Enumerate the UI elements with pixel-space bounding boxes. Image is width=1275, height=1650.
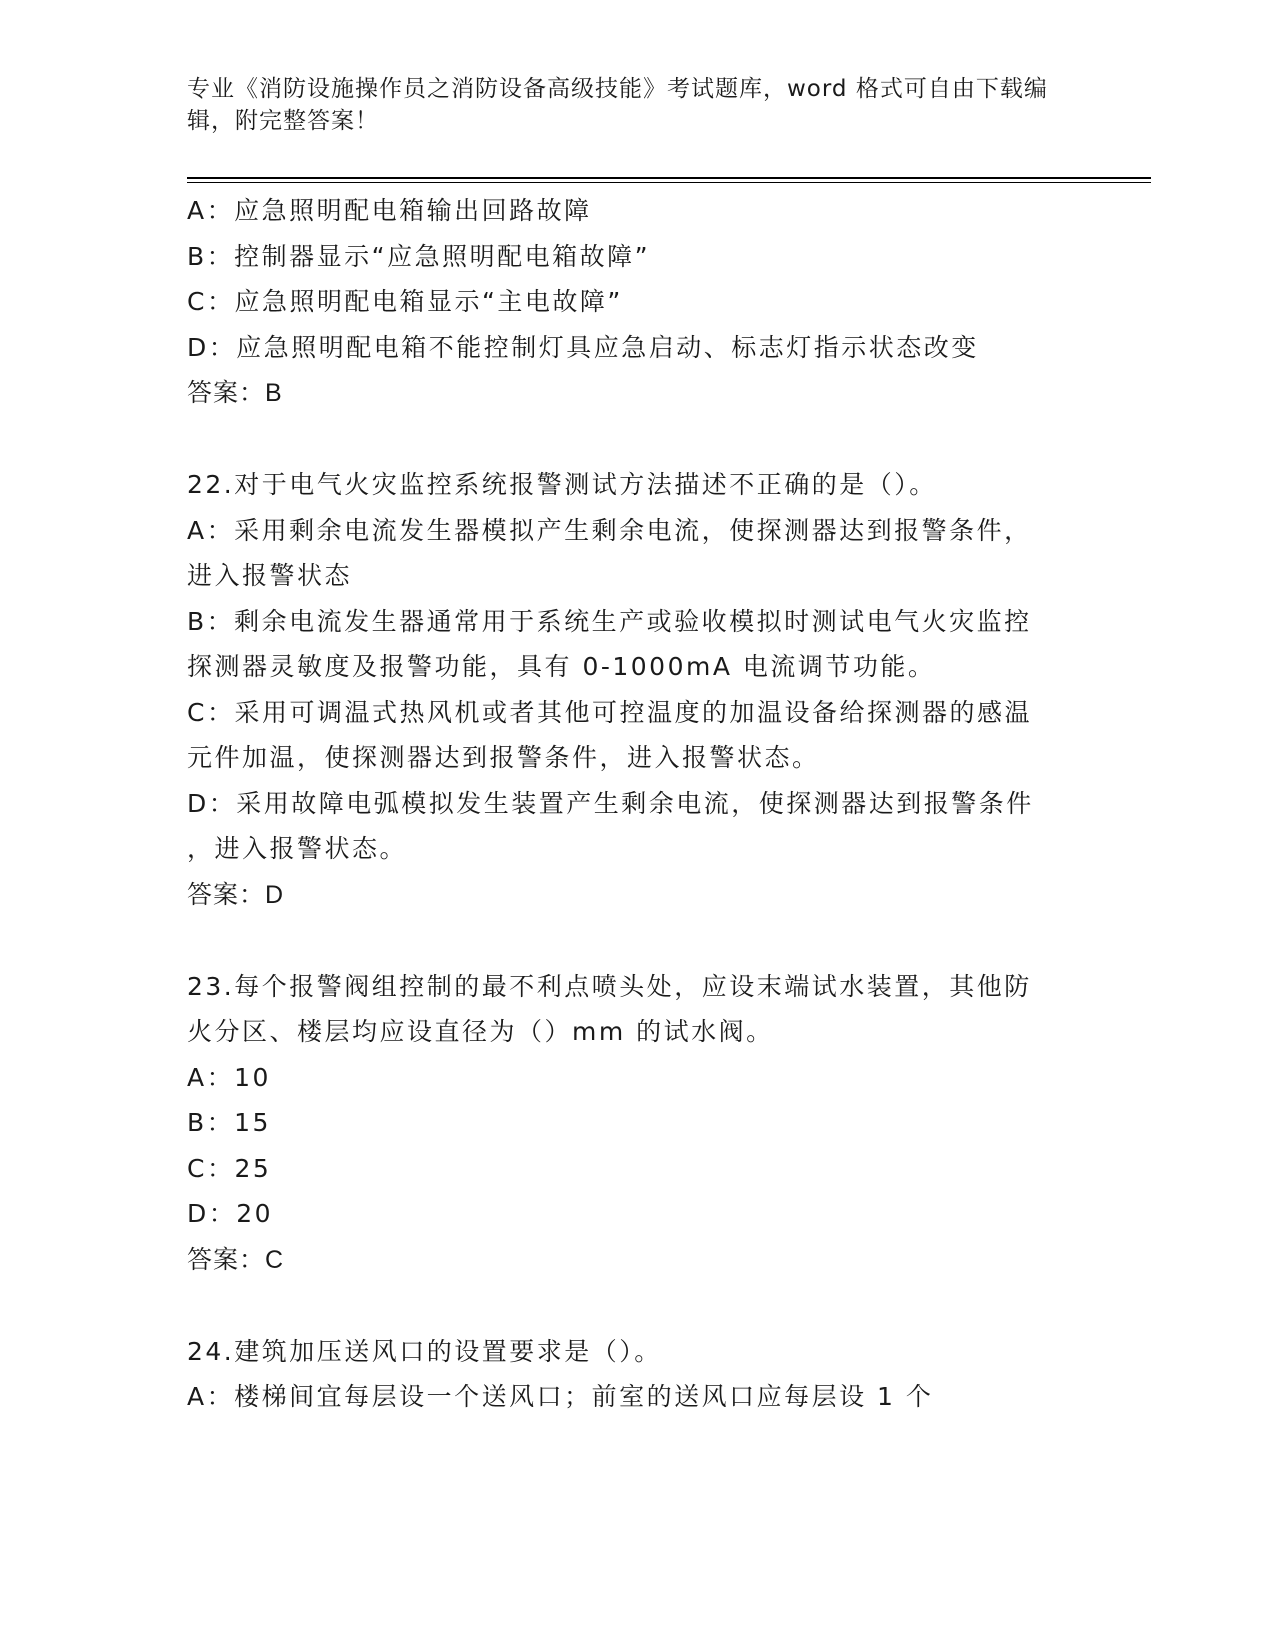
q22-option-d-line-1: D：采用故障电弧模拟发生装置产生剩余电流，使探测器达到报警条件 — [187, 788, 1034, 818]
question-22-block — [187, 462, 1087, 918]
header-divider-thick — [187, 177, 1151, 179]
question-23-text-line-2: 火分区、楼层均应设直径为（）mm 的试水阀。 — [187, 1017, 774, 1046]
question-22-text: 22.对于电气火灾监控系统报警测试方法描述不正确的是（）。 — [187, 470, 937, 499]
answer-value: C — [265, 1245, 285, 1274]
q23-option-d: D：20 — [187, 1199, 274, 1228]
answer-label: 答案： — [187, 879, 266, 909]
q22-option-c-line-2: 元件加温，使探测器达到报警条件，进入报警状态。 — [187, 743, 820, 772]
q23-answer-line — [187, 1237, 1087, 1284]
answer-line — [187, 370, 1087, 417]
option-d: D：应急照明配电箱不能控制灯具应急启动、标志灯指示状态改变 — [187, 332, 979, 362]
answer-value: B — [265, 379, 283, 407]
q22-option-b-line-1: B：剩余电流发生器通常用于系统生产或验收模拟时测试电气火灾监控 — [187, 606, 1032, 636]
question-content — [187, 188, 1087, 1420]
question-21-block — [187, 188, 1087, 417]
spacer — [187, 1283, 1087, 1329]
q24-option-a: A：楼梯间宜每层设一个送风口；前室的送风口应每层设 1 个 — [187, 1382, 934, 1411]
answer-label: 答案： — [187, 378, 266, 407]
q22-option-a-line-1: A：采用剩余电流发生器模拟产生剩余电流，使探测器达到报警条件， — [187, 515, 1032, 545]
q22-option-d-line-2: ，进入报警状态。 — [187, 834, 408, 863]
spacer — [187, 918, 1087, 964]
answer-label: 答案： — [187, 1244, 266, 1274]
header-divider-thin — [187, 182, 1151, 183]
q23-option-c: C：25 — [187, 1153, 272, 1183]
spacer — [187, 417, 1087, 463]
option-a: A：应急照明配电箱输出回路故障 — [187, 196, 592, 225]
q22-option-a-line-2: 进入报警状态 — [187, 561, 353, 590]
option-b: B：控制器显示“应急照明配电箱故障” — [187, 241, 651, 271]
q22-option-b-line-2: 探测器灵敏度及报警功能，具有 0-1000mA 电流调节功能。 — [187, 652, 936, 681]
header-line-2: 辑，附完整答案！ — [187, 108, 379, 134]
option-c: C：应急照明配电箱显示“主电故障” — [187, 287, 623, 316]
question-24-block — [187, 1329, 1087, 1420]
q22-answer-line — [187, 872, 1087, 919]
question-23-text-line-1: 23.每个报警阀组控制的最不利点喷头处，应设末端试水装置，其他防 — [187, 971, 1032, 1001]
question-24-text: 24.建筑加压送风口的设置要求是（）。 — [187, 1336, 662, 1366]
answer-value: D — [265, 880, 285, 909]
q23-option-b: B：15 — [187, 1108, 271, 1137]
q22-option-c-line-1: C：采用可调温式热风机或者其他可控温度的加温设备给探测器的感温 — [187, 697, 1032, 727]
document-header — [187, 73, 1077, 137]
header-line-1: 专业《消防设施操作员之消防设备高级技能》考试题库，word 格式可自由下载编 — [187, 76, 1048, 102]
q23-option-a: A：10 — [187, 1062, 271, 1092]
question-23-block — [187, 964, 1087, 1284]
